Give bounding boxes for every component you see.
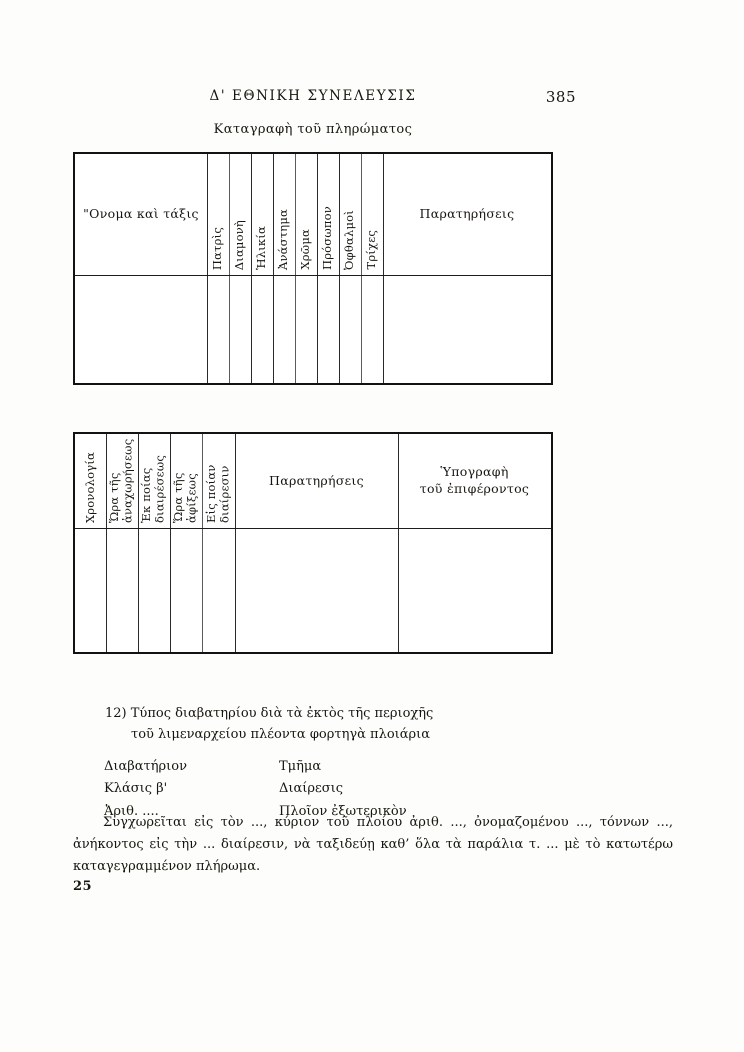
crew-col-header-age-label: Ἡλικία xyxy=(254,226,269,270)
body-paragraph-text: Συγχωρεῖται εἰς τὸν ..., κύριον τοῦ πλοίου ἀριθ. ..., ὀνομαζομένου ..., τόννων ..., ἀνήκοντος εἰς τὴν ... διαίρεσιν, νὰ ταξιδεύῃ καθ’ ὅλα τὰ παράλια τ. ... μὲ τὸ κατωτέρω καταγεγραμμένον πλήρωμα. xyxy=(73,815,673,874)
crew-col-header-age xyxy=(251,154,273,275)
voyage-col-header-remarks: Παρατηρήσεις xyxy=(269,472,364,488)
voyage-header-rule-3 xyxy=(170,434,171,528)
form-row xyxy=(104,756,524,778)
crew-table-body xyxy=(75,276,551,383)
crew-body-rule-4 xyxy=(273,276,274,383)
voyage-col-header-signature-line2: τοῦ ἐπιφέροντος xyxy=(419,481,530,496)
page-number: 385 xyxy=(545,88,576,106)
crew-header-rule-5 xyxy=(295,154,296,275)
form-row xyxy=(104,778,524,800)
voyage-header-rule-5 xyxy=(235,434,236,528)
crew-col-header-height xyxy=(273,154,295,275)
crew-col-header-height-label: Ἀνάστημα xyxy=(276,208,291,270)
crew-register-table xyxy=(73,152,553,385)
crew-col-header-face xyxy=(317,154,339,275)
voyage-col-header-from-division-label: Ἐκ ποίας διαιρέσεως xyxy=(139,454,167,523)
voyage-log-table xyxy=(73,432,553,654)
voyage-table-header-row xyxy=(75,434,551,529)
form-label-foreign-vessel: Πλοῖον ἐξωτερικὸν xyxy=(279,803,407,819)
crew-col-header-face-label: Πρόσωπον xyxy=(320,205,335,270)
voyage-col-header-departure-time xyxy=(106,434,138,528)
crew-header-rule-1 xyxy=(207,154,208,275)
table-caption-crew: Καταγραφὴ τοῦ πληρώματος xyxy=(213,122,413,137)
crew-col-header-residence-label: Διαμονὴ xyxy=(232,219,247,270)
crew-body-rule-3 xyxy=(251,276,252,383)
voyage-header-rule-4 xyxy=(202,434,203,528)
crew-body-rule-8 xyxy=(361,276,362,383)
crew-header-rule-6 xyxy=(317,154,318,275)
crew-body-rule-6 xyxy=(317,276,318,383)
crew-table-header-row xyxy=(75,154,551,276)
voyage-body-rule-2 xyxy=(138,529,139,652)
voyage-col-header-arrival-time-label: Ὥρα τῆς ἀφίξεως xyxy=(171,472,199,523)
voyage-col-header-signature xyxy=(398,434,551,528)
crew-col-header-remarks: Παρατηρήσεις xyxy=(419,206,515,222)
voyage-col-header-from-division xyxy=(138,434,170,528)
voyage-body-rule-6 xyxy=(398,529,399,652)
crew-header-rule-3 xyxy=(251,154,252,275)
clause-line-2: τοῦ λιμεναρχείου πλέοντα φορτηγὰ πλοιάρια xyxy=(131,727,431,743)
crew-col-header-complexion xyxy=(295,154,317,275)
voyage-body-rule-3 xyxy=(170,529,171,652)
form-label-section: Τμῆμα xyxy=(279,759,322,774)
voyage-header-rule-6 xyxy=(398,434,399,528)
voyage-body-rule-4 xyxy=(202,529,203,652)
crew-col-header-homeland-label: Πατρὶς xyxy=(210,226,225,270)
signature-mark: 25 xyxy=(73,879,93,894)
crew-body-rule-1 xyxy=(207,276,208,383)
voyage-table-body xyxy=(75,529,551,652)
voyage-col-header-departure-time-label: Ὥρα τῆς ἀναχωρήσεως xyxy=(107,438,135,523)
crew-body-rule-5 xyxy=(295,276,296,383)
crew-col-header-eyes xyxy=(339,154,361,275)
clause-line-1: 12) Τύπος διαβατηρίου διὰ τὰ ἐκτὸς τῆς περιοχῆς xyxy=(105,706,434,721)
crew-body-rule-2 xyxy=(229,276,230,383)
form-label-division: Διαίρεσις xyxy=(279,781,343,797)
crew-col-header-name-rank: "Ονομα καὶ τάξις xyxy=(83,206,199,222)
running-head xyxy=(73,88,576,108)
form-label-class: Κλάσις β' xyxy=(104,781,168,797)
voyage-body-rule-5 xyxy=(235,529,236,652)
crew-header-rule-8 xyxy=(361,154,362,275)
voyage-header-rule-1 xyxy=(106,434,107,528)
crew-header-rule-4 xyxy=(273,154,274,275)
crew-col-header-homeland xyxy=(207,154,229,275)
crew-body-rule-7 xyxy=(339,276,340,383)
voyage-body-rule-1 xyxy=(106,529,107,652)
running-head-title: Δ' ΕΘΝΙΚΗ ΣΥΝΕΛΕΥΣΙΣ xyxy=(209,88,417,104)
crew-col-header-complexion-label: Χρῶμα xyxy=(298,229,313,270)
clause-heading xyxy=(105,703,525,745)
crew-header-rule-2 xyxy=(229,154,230,275)
crew-header-rule-9 xyxy=(383,154,384,275)
voyage-col-header-arrival-time xyxy=(170,434,202,528)
crew-col-header-residence xyxy=(229,154,251,275)
voyage-col-header-signature-line1: Ὑπογραφὴ xyxy=(440,464,509,480)
voyage-header-rule-2 xyxy=(138,434,139,528)
crew-header-rule-7 xyxy=(339,154,340,275)
crew-col-header-eyes-label: Ὀφθαλμοὶ xyxy=(342,210,357,270)
voyage-col-header-date xyxy=(75,434,106,528)
body-paragraph xyxy=(73,812,673,877)
crew-col-header-hair xyxy=(361,154,383,275)
crew-body-rule-9 xyxy=(383,276,384,383)
voyage-col-header-to-division xyxy=(202,434,235,528)
voyage-col-header-to-division-label: Εἰς ποίαν διαίρεσιν xyxy=(203,464,232,523)
crew-col-header-hair-label: Τρίχες xyxy=(364,230,379,270)
voyage-col-header-date-label: Χρονολογία xyxy=(82,451,97,523)
form-label-number: Ἀριθ. .... xyxy=(104,803,159,819)
form-label-passport: Διαβατήριον xyxy=(104,759,188,774)
